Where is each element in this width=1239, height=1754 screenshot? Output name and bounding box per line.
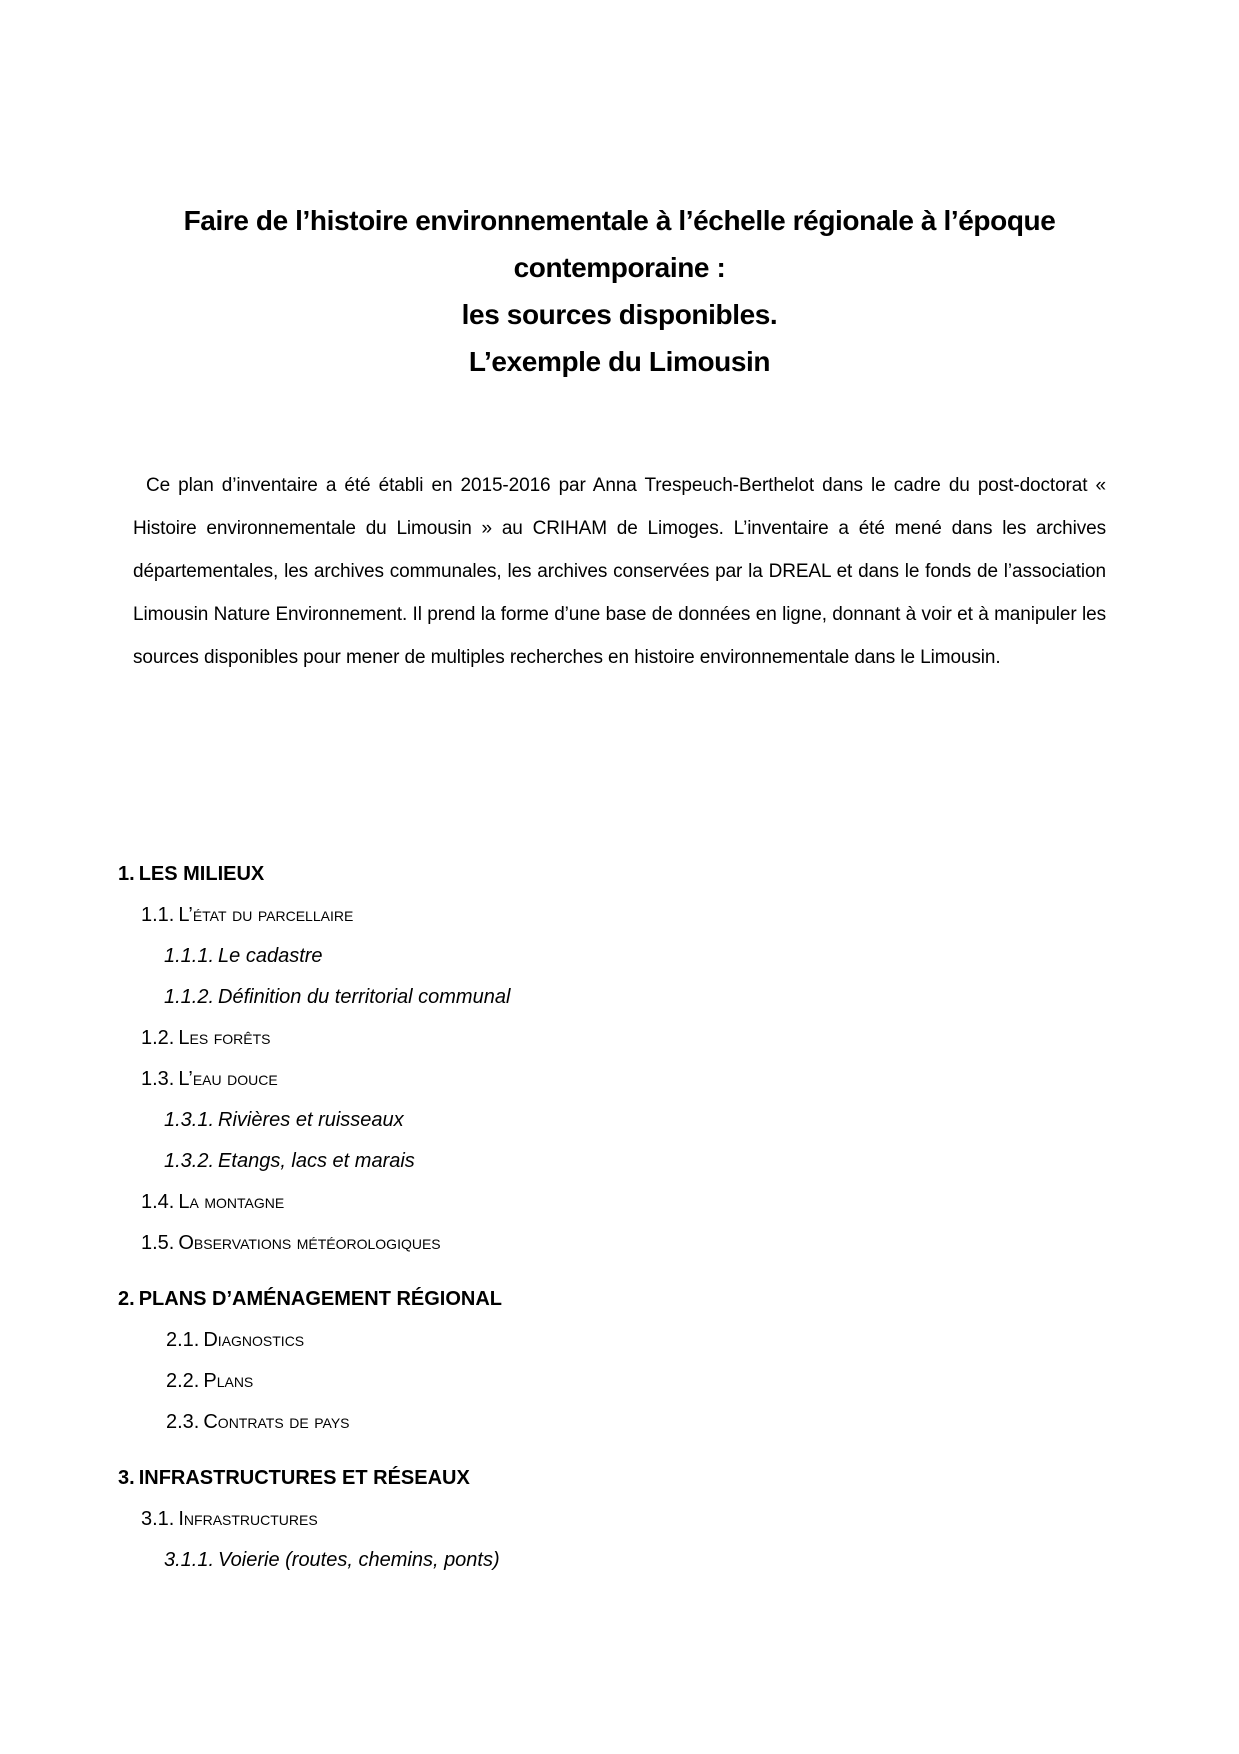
- outline-label: LES MILIEUX: [138, 863, 265, 885]
- outline-item-3-1: [0, 1499, 1239, 1540]
- title-line-3: les sources disponibles.: [461, 299, 778, 330]
- outline-number: 2.1.: [166, 1329, 200, 1351]
- outline-label: Les forêts: [178, 1027, 271, 1049]
- outline: [0, 854, 1239, 1581]
- intro-paragraph: Ce plan d’inventaire a été établi en 2015-2016 par Anna Trespeuch-Berthelot dans le cadre du post-doctorat « Histoire environnementale du Limousin » au CRIHAM de Limoges. L’inventaire a été mené dans les archives départementales, les archives communales, les archives conservées par la DREAL et dans le fonds de l’association Limousin Nature Environnement. Il prend la forme d’une base de données en ligne, donnant à voir et à manipuler les sources disponibles pour mener de multiples recherches en histoire environnementale dans le Limousin.: [133, 475, 1106, 668]
- document-title: [0, 197, 1239, 385]
- outline-number: 1.4.: [141, 1191, 175, 1213]
- outline-item-2-3: [0, 1402, 1239, 1443]
- outline-number: 1.3.2.: [164, 1150, 215, 1172]
- outline-label: L’eau douce: [178, 1068, 278, 1090]
- outline-item-1: [0, 854, 1239, 895]
- outline-label: Infrastructures: [178, 1508, 318, 1530]
- outline-number: 3.1.: [141, 1508, 175, 1530]
- outline-item-1-3: [0, 1059, 1239, 1100]
- outline-label: Plans: [203, 1370, 254, 1392]
- outline-item-1-4: [0, 1182, 1239, 1223]
- outline-item-1-1: [0, 895, 1239, 936]
- outline-number: 1.5.: [141, 1232, 175, 1254]
- outline-label: Le cadastre: [218, 945, 323, 967]
- outline-label: Rivières et ruisseaux: [218, 1109, 404, 1131]
- outline-number: 1.: [118, 863, 135, 885]
- outline-item-1-2: [0, 1018, 1239, 1059]
- outline-item-1-1-1: [0, 936, 1239, 977]
- outline-item-1-3-1: [0, 1100, 1239, 1141]
- outline-item-3: [0, 1458, 1239, 1499]
- outline-item-2-2: [0, 1361, 1239, 1402]
- outline-number: 2.: [118, 1288, 135, 1310]
- outline-item-3-1-1: [0, 1540, 1239, 1581]
- outline-number: 1.2.: [141, 1027, 175, 1049]
- outline-label: INFRASTRUCTURES ET RÉSEAUX: [138, 1467, 470, 1489]
- outline-label: Contrats de pays: [203, 1411, 350, 1433]
- outline-number: 2.3.: [166, 1411, 200, 1433]
- title-line-2: contemporaine :: [513, 252, 726, 283]
- outline-number: 1.1.1.: [164, 945, 215, 967]
- outline-item-2: [0, 1279, 1239, 1320]
- outline-label: Etangs, lacs et marais: [218, 1150, 415, 1172]
- outline-number: 2.2.: [166, 1370, 200, 1392]
- outline-number: 1.3.: [141, 1068, 175, 1090]
- outline-number: 1.1.2.: [164, 986, 215, 1008]
- outline-item-1-1-2: [0, 977, 1239, 1018]
- outline-label: L’état du parcellaire: [178, 904, 354, 926]
- outline-number: 3.: [118, 1467, 135, 1489]
- outline-number: 3.1.1.: [164, 1549, 215, 1571]
- outline-number: 1.1.: [141, 904, 175, 926]
- outline-label: Définition du territorial communal: [218, 986, 511, 1008]
- title-line-4: L’exemple du Limousin: [468, 346, 771, 377]
- outline-label: Voierie (routes, chemins, ponts): [218, 1549, 500, 1571]
- outline-label: PLANS D’AMÉNAGEMENT RÉGIONAL: [138, 1288, 503, 1310]
- outline-number: 1.3.1.: [164, 1109, 215, 1131]
- outline-item-1-3-2: [0, 1141, 1239, 1182]
- outline-item-2-1: [0, 1320, 1239, 1361]
- outline-label: La montagne: [178, 1191, 285, 1213]
- outline-label: Observations météorologiques: [178, 1232, 441, 1254]
- outline-item-1-5: [0, 1223, 1239, 1264]
- outline-label: Diagnostics: [203, 1329, 305, 1351]
- title-line-1: Faire de l’histoire environnementale à l’échelle régionale à l’époque: [183, 205, 1056, 236]
